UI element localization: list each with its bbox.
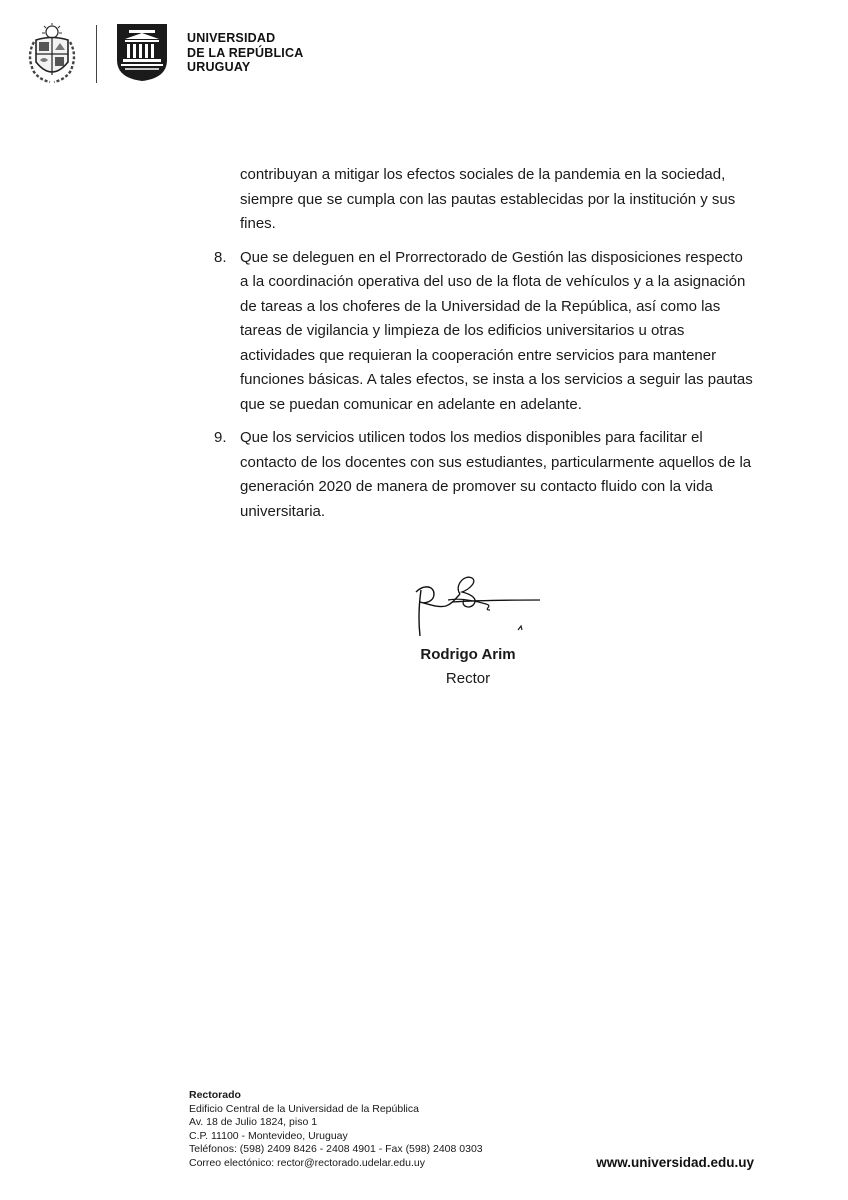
handwritten-signature xyxy=(412,570,542,640)
header-divider xyxy=(96,25,97,83)
university-name-line-2: DE LA REPÚBLICA xyxy=(187,45,304,60)
uruguay-coat-of-arms-icon xyxy=(24,22,80,86)
university-name-line-3: URUGUAY xyxy=(187,60,251,74)
website-link[interactable]: www.universidad.edu.uy xyxy=(596,1155,754,1170)
footer-line: C.P. 11100 - Montevideo, Uruguay xyxy=(189,1129,348,1142)
footer-line: Av. 18 de Julio 1824, piso 1 xyxy=(189,1116,318,1128)
document-body xyxy=(214,163,754,533)
footer-address xyxy=(189,1089,483,1170)
university-name xyxy=(187,31,303,75)
footer-line: Correo electónico: rector@rectorado.udelar.edu.uy xyxy=(189,1156,425,1169)
signer-name: Rodrigo Arim xyxy=(420,646,516,663)
list-item-text: Que se deleguen en el Prorrectorado de Gestión las disposiciones respecto a la coordinación operativa del uso de la flota de vehículos y a la asignación de tareas a los choferes de la Universidad de la República, así como las tareas de vigilancia y limpieza de los edificios universitarios u otras actividades que requieran la cooperación entre servicios para mantener funciones básicas. A tales efectos, se insta a los servicios a seguir las pautas que se puedan comunicar en adelante en adelante. xyxy=(240,248,753,413)
footer-title: Rectorado xyxy=(189,1089,241,1101)
continuation-paragraph: contribuyan a mitigar los efectos sociales de la pandemia en la sociedad, siempre que se cumpla con las pautas establecidas por la institución y sus fines. xyxy=(240,166,736,232)
list-item-9 xyxy=(214,426,754,524)
udelar-building-seal-icon xyxy=(115,22,169,82)
list-item-text: Que los servicios utilicen todos los medios disponibles para facilitar el contacto de los docentes con sus estudiantes, particularmente aquellos de la generación 2020 de manera de promover su contacto fluido con la vida universitaria. xyxy=(240,429,752,520)
list-item-number: 9. xyxy=(214,429,227,446)
footer-line: Teléfonos: (598) 2409 8426 - 2408 4901 - Fax (598) 2408 0303 xyxy=(189,1143,483,1155)
list-item-8 xyxy=(214,246,754,418)
university-name-line-1: UNIVERSIDAD xyxy=(187,31,276,45)
signer-title: Rector xyxy=(445,670,491,687)
list-item-number: 8. xyxy=(214,248,227,266)
footer-line: Edificio Central de la Universidad de la República xyxy=(189,1102,419,1115)
